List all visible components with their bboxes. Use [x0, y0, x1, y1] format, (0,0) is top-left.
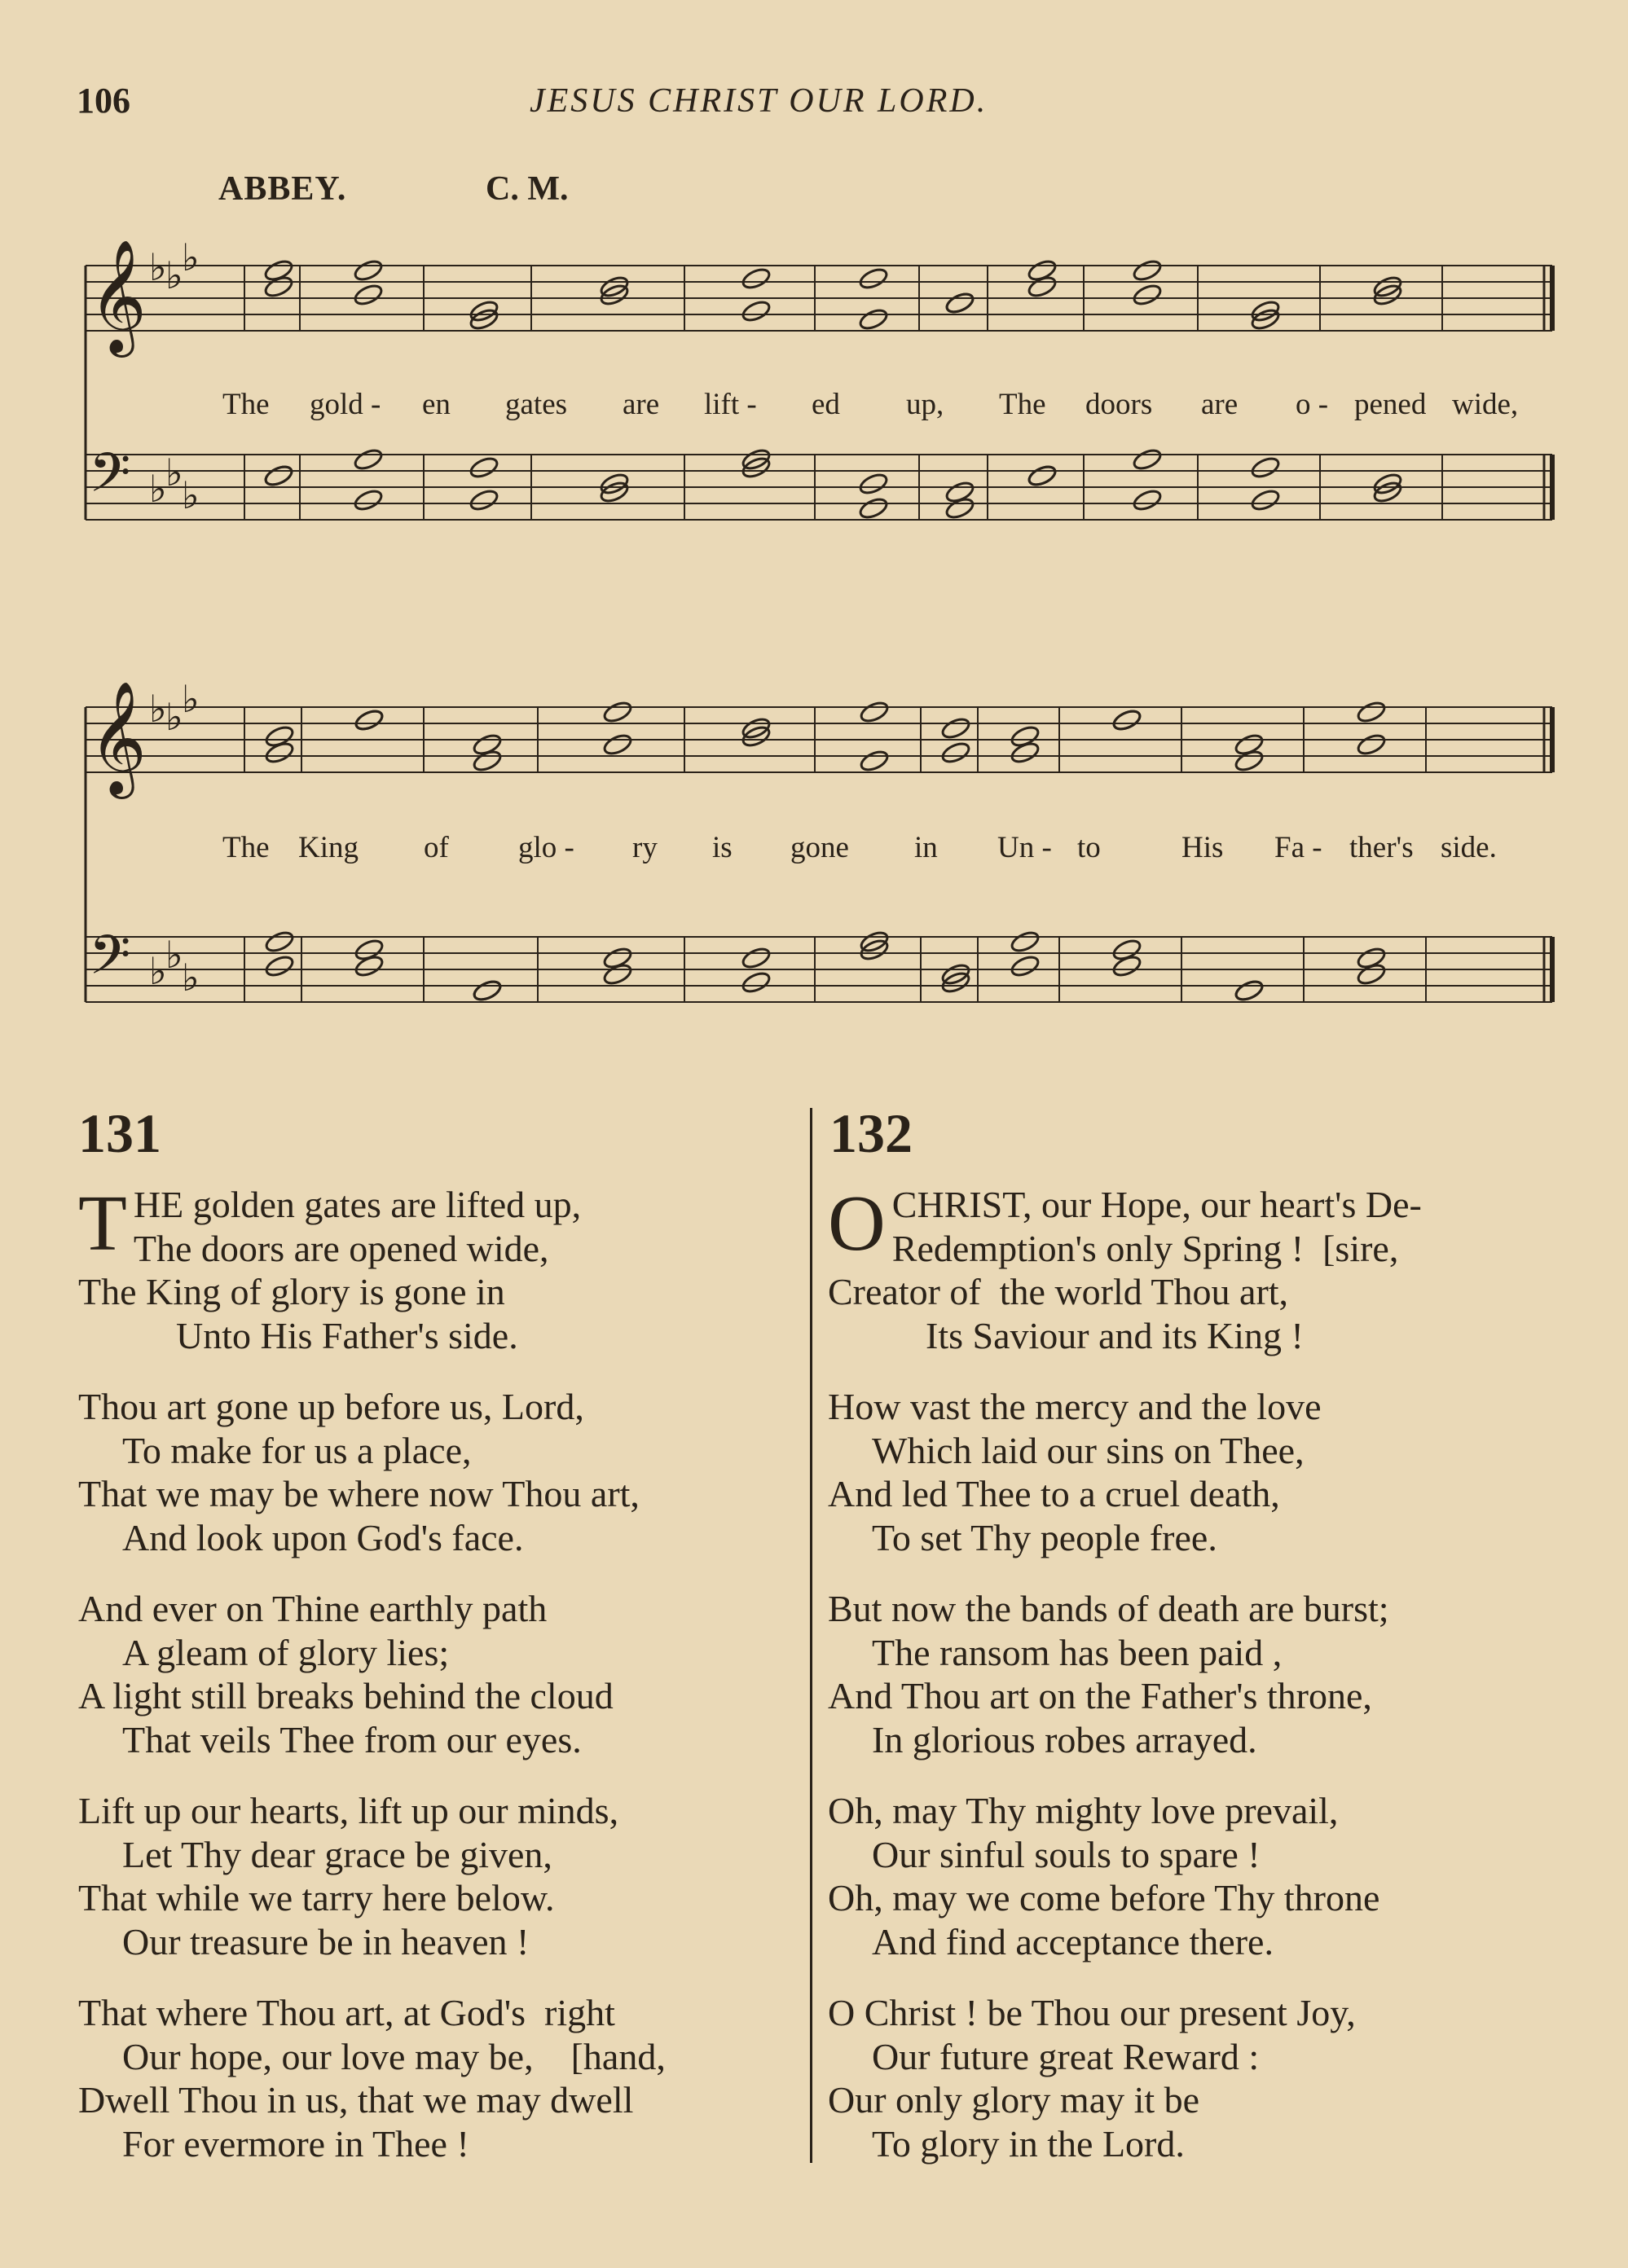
verse-line: Redemption's only Spring ! [sire, — [891, 1227, 1399, 1269]
note-head — [469, 488, 499, 513]
verse-line: Our only glory may it be — [828, 2079, 1200, 2121]
lyric-syllable: are — [1201, 388, 1239, 421]
lyric-syllable: The — [222, 388, 270, 421]
lyric-syllable: pened — [1354, 388, 1427, 421]
drop-cap: T — [78, 1180, 127, 1268]
lyric-syllable: wide, — [1452, 388, 1519, 421]
stanza — [78, 1385, 803, 1559]
lyric-syllable: en — [422, 388, 451, 421]
note-head — [858, 266, 889, 292]
lyric-syllable: ed — [812, 388, 840, 421]
note-head — [472, 978, 503, 1004]
flat-icon: ♭ — [182, 956, 200, 1000]
lyric-syllable: Un - — [997, 831, 1052, 864]
verse-line: Unto His Father's side. — [176, 1314, 518, 1356]
verse-line: To glory in the Lord. — [872, 2122, 1185, 2165]
verse-line: Let Thy dear grace be given, — [122, 1833, 552, 1875]
flat-icon: ♭ — [165, 451, 183, 494]
note-head — [353, 283, 384, 308]
note-head — [858, 472, 889, 497]
verse-line: O Christ ! be Thou our present Joy, — [828, 1992, 1356, 2033]
verse-line: Which laid our sins on Thee, — [872, 1429, 1305, 1471]
lyrics-system-2 — [222, 831, 1497, 864]
verse-line: Our future great Reward : — [872, 2035, 1260, 2077]
bass-clef-icon: 𝄢 — [89, 442, 131, 517]
note-head — [944, 291, 975, 316]
lyric-syllable: in — [914, 831, 938, 864]
note-head — [264, 954, 295, 979]
lyric-syllable: The — [222, 831, 270, 864]
hymn-number-131: 131 — [78, 1102, 161, 1164]
note-head — [1010, 930, 1041, 955]
flat-icon: ♭ — [165, 253, 183, 297]
drop-cap: O — [828, 1180, 886, 1268]
note-head — [1111, 708, 1142, 733]
stanza — [828, 1991, 1561, 2165]
verse-line: The doors are opened wide, — [133, 1227, 549, 1269]
lyric-syllable: side. — [1441, 831, 1497, 864]
verse-line: That we may be where now Thou art, — [78, 1473, 640, 1514]
hymn-number-132: 132 — [829, 1102, 913, 1164]
note-head — [741, 946, 772, 971]
note-head — [1027, 464, 1058, 489]
verse-line: A gleam of glory lies; — [122, 1631, 450, 1673]
stanza — [78, 1587, 803, 1761]
note-head — [940, 716, 971, 741]
lyric-syllable: lift - — [704, 388, 757, 421]
note-head — [1356, 732, 1387, 758]
flat-icon: ♭ — [149, 467, 167, 511]
musical-score — [0, 0, 1628, 1059]
lyric-syllable: glo - — [518, 831, 574, 864]
lyric-syllable: gold - — [310, 388, 381, 421]
verse-line: The ransom has been paid , — [872, 1631, 1283, 1673]
lyric-syllable: ther's — [1349, 831, 1414, 864]
verse-line: For evermore in Thee ! — [122, 2122, 469, 2165]
stanza — [828, 1587, 1561, 1761]
verse-line: Thou art gone up before us, Lord, — [78, 1386, 584, 1427]
stanza — [828, 1789, 1561, 1963]
note-head — [263, 464, 294, 489]
verse-line: To set Thy people free. — [872, 1516, 1217, 1558]
column-divider — [810, 1108, 812, 2163]
stanza — [828, 1385, 1561, 1559]
note-head — [858, 496, 889, 521]
bass-clef-icon: 𝄢 — [89, 924, 131, 1000]
verse-line: And Thou art on the Father's throne, — [828, 1675, 1372, 1716]
hymn-132-text — [828, 1180, 1561, 2193]
verse-line: CHRIST, our Hope, our heart's De- — [891, 1184, 1422, 1225]
stanza — [828, 1180, 1561, 1357]
note-head — [940, 741, 971, 766]
flat-icon: ♭ — [182, 473, 200, 517]
stanza — [78, 1991, 803, 2165]
note-head — [1234, 978, 1265, 1004]
verse-line: Oh, may Thy mighty love prevail, — [828, 1790, 1339, 1831]
note-head — [1250, 488, 1281, 513]
flat-icon: ♭ — [165, 933, 183, 977]
lyric-syllable: up, — [906, 388, 944, 421]
lyric-syllable: gates — [505, 388, 568, 421]
note-head — [859, 749, 890, 774]
verse-line: That while we tarry here below. — [78, 1877, 555, 1919]
verse-line: And look upon God's face. — [122, 1516, 524, 1558]
note-head — [602, 732, 633, 758]
flat-icon: ♭ — [149, 687, 167, 731]
flat-icon: ♭ — [149, 245, 167, 289]
flat-icon: ♭ — [182, 235, 200, 279]
verse-line: Dwell Thou in us, that we may dwell — [78, 2079, 634, 2121]
lyric-syllable: are — [623, 388, 660, 421]
verse-line: How vast the mercy and the love — [828, 1386, 1322, 1427]
page-number: 106 — [77, 81, 130, 121]
note-head — [858, 307, 889, 332]
lyric-syllable: doors — [1085, 388, 1153, 421]
note-head — [1132, 283, 1163, 308]
verse-line: That veils Thee from our eyes. — [122, 1718, 582, 1760]
note-head — [859, 700, 890, 725]
verse-line: Oh, may we come before Thy throne — [828, 1877, 1380, 1919]
note-head — [741, 970, 772, 996]
note-head — [602, 700, 633, 725]
verse-line: Our sinful souls to spare ! — [872, 1833, 1261, 1875]
verse-line: The King of glory is gone in — [78, 1271, 505, 1312]
stanza — [78, 1789, 803, 1963]
lyrics-system-1 — [222, 388, 1518, 421]
verse-line: But now the bands of death are burst; — [828, 1588, 1389, 1629]
verse-line: Our treasure be in heaven ! — [122, 1920, 530, 1963]
lyric-syllable: is — [712, 831, 733, 864]
verse-line: To make for us a place, — [122, 1429, 472, 1471]
note-head — [264, 930, 295, 955]
verse-line: And ever on Thine earthly path — [78, 1588, 548, 1629]
verse-line: Lift up our hearts, lift up our minds, — [78, 1790, 619, 1831]
note-head — [1132, 258, 1163, 284]
running-title: JESUS CHRIST OUR LORD. — [530, 82, 988, 120]
verse-line: Our hope, our love may be, [hand, — [122, 2035, 666, 2077]
note-head — [353, 488, 384, 513]
verse-line: That where Thou art, at God's right — [78, 1992, 615, 2033]
note-head — [354, 708, 385, 733]
treble-clef-icon: 𝄞 — [89, 681, 147, 794]
flat-icon: ♭ — [149, 949, 167, 993]
verse-line: And find acceptance there. — [872, 1920, 1274, 1963]
note-head — [1132, 447, 1163, 472]
lyric-syllable: o - — [1296, 388, 1329, 421]
verse-line: Creator of the world Thou art, — [828, 1271, 1289, 1312]
note-head — [353, 447, 384, 472]
hymn-131-text — [78, 1180, 803, 2193]
note-head — [469, 455, 499, 481]
verse-line: And led Thee to a cruel death, — [828, 1473, 1280, 1514]
verse-line: HE golden gates are lifted up, — [133, 1184, 582, 1225]
flat-icon: ♭ — [182, 677, 200, 721]
note-head — [1356, 700, 1387, 725]
tune-meter: C. M. — [486, 170, 569, 208]
note-head — [741, 266, 772, 292]
note-head — [1250, 455, 1281, 481]
tune-name: ABBEY. — [218, 170, 347, 208]
note-head — [1010, 954, 1041, 979]
lyric-syllable: of — [424, 831, 449, 864]
lyric-syllable: ry — [632, 831, 658, 864]
verse-line: In glorious robes arrayed. — [872, 1718, 1257, 1760]
flat-icon: ♭ — [165, 695, 183, 739]
treble-clef-icon: 𝄞 — [89, 240, 147, 353]
lyric-syllable: to — [1077, 831, 1101, 864]
note-head — [741, 299, 772, 324]
verse-line: Its Saviour and its King ! — [926, 1314, 1304, 1356]
lyric-syllable: His — [1181, 831, 1224, 864]
verse-line: A light still breaks behind the cloud — [78, 1675, 614, 1716]
lyric-syllable: Fa - — [1274, 831, 1322, 864]
lyric-syllable: The — [999, 388, 1046, 421]
note-head — [353, 258, 384, 284]
stanza — [78, 1180, 803, 1357]
lyric-syllable: King — [298, 831, 359, 864]
note-head — [1132, 488, 1163, 513]
lyric-syllable: gone — [790, 831, 849, 864]
